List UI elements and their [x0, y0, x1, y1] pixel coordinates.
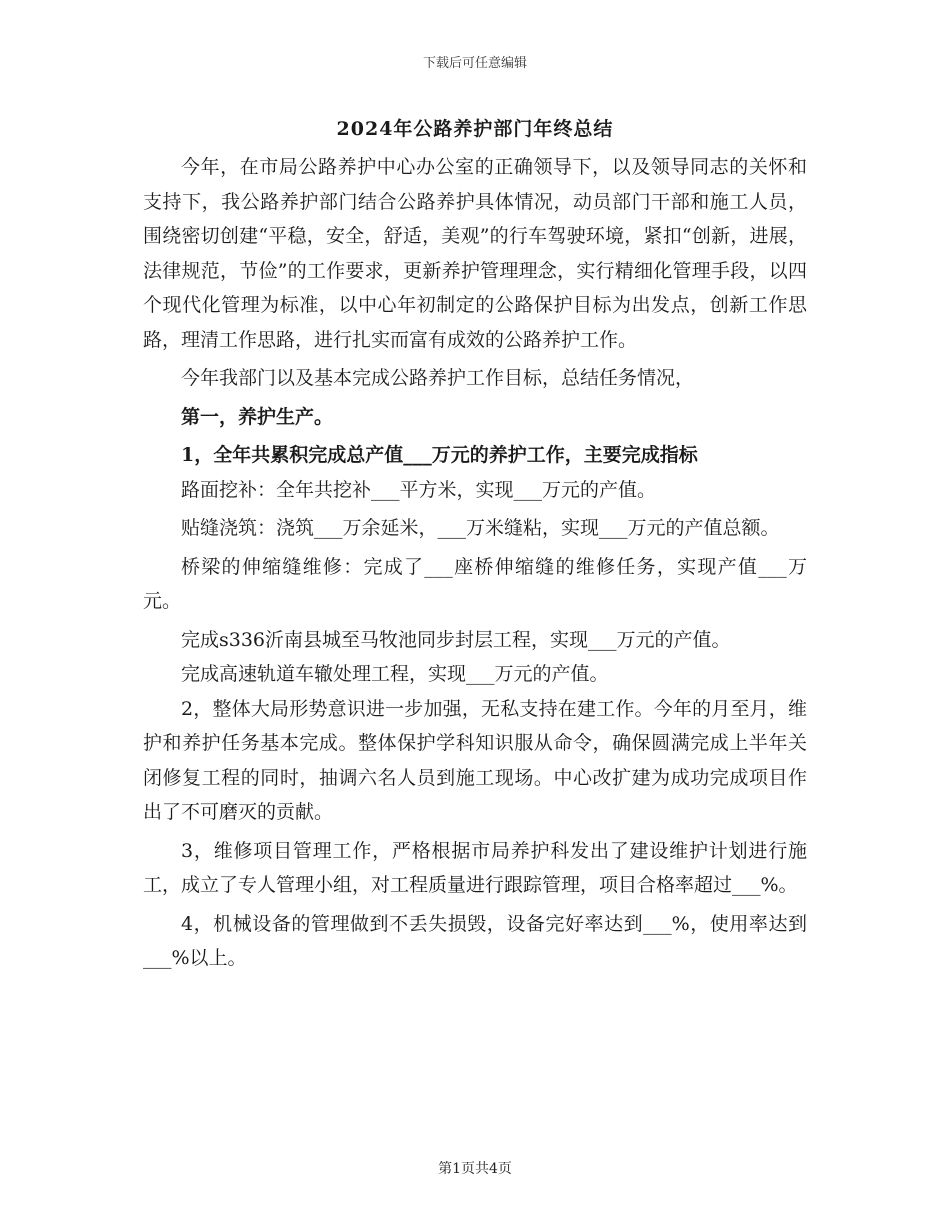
item-rut-treatment: 完成高速轨道车辙处理工程，实现___万元的产值。 [181, 663, 609, 685]
item-4-paragraph: 4，机械设备的管理做到不丢失损毁，设备完好率达到___%，使用率达到___%以上。 [143, 912, 807, 969]
item-pavement-repair: 路面挖补：全年共挖补___平方米，实现___万元的产值。 [181, 478, 657, 501]
header-note: 下载后可任意编辑 [422, 56, 527, 71]
page-footer: 第1页共4页 [438, 1161, 512, 1177]
document-title: 2024年公路养护部门年终总结 [336, 118, 614, 140]
item-bridge-joints: 桥梁的伸缩缝维修：完成了___座桥伸缩缝的维修任务，实现产值___万元。 [143, 555, 807, 612]
paragraph-intro: 今年，在市局公路养护中心办公室的正确领导下，以及领导同志的关怀和支持下，我公路养护部门结合公路养护具体情况，动员部门干部和施工人员，围绕密切创建“平稳，安全，舒适，美观”的行车驾驶环境，紧扣“创新，进展，法律规范，节俭”的工作要求，更新养护管理理念，实行精细化管理手段，以四个现代化管理为标准，以中心年初制定的公路保护目标为出发点，创新工作思路，理清工作思路，进行扎实而富有成效的公路养护工作。 [143, 156, 807, 351]
item-2-paragraph: 2，整体大局形势意识进一步加强，无私支持在建工作。今年的月至月，维护和养护任务基本完成。整体保护学科知识服从命令，确保圆满完成上半年关闭修复工程的同时，抽调六名人员到施工现场。中心改扩建为成功完成项目作出了不可磨灭的贡献。 [143, 697, 807, 823]
document-body [143, 150, 807, 976]
section-heading-maintenance: 第一，养护生产。 [181, 405, 334, 428]
item-s336-project: 完成s336沂南县城至马牧池同步封层工程，实现___万元的产值。 [181, 628, 731, 651]
paragraph-summary-lead: 今年我部门以及基本完成公路养护工作目标，总结任务情况， [181, 367, 695, 389]
item-1-heading: 1，全年共累积完成总产值___万元的养护工作，主要完成指标 [181, 444, 698, 466]
item-3-paragraph: 3，维修项目管理工作，严格根据市局养护科发出了建设维护计划进行施工，成立了专人管理小组，对工程质量进行跟踪管理，项目合格率超过___%。 [143, 839, 807, 896]
item-crack-sealing: 贴缝浇筑：浇筑___万余延米，___万米缝粘，实现___万元的产值总额。 [181, 517, 780, 539]
